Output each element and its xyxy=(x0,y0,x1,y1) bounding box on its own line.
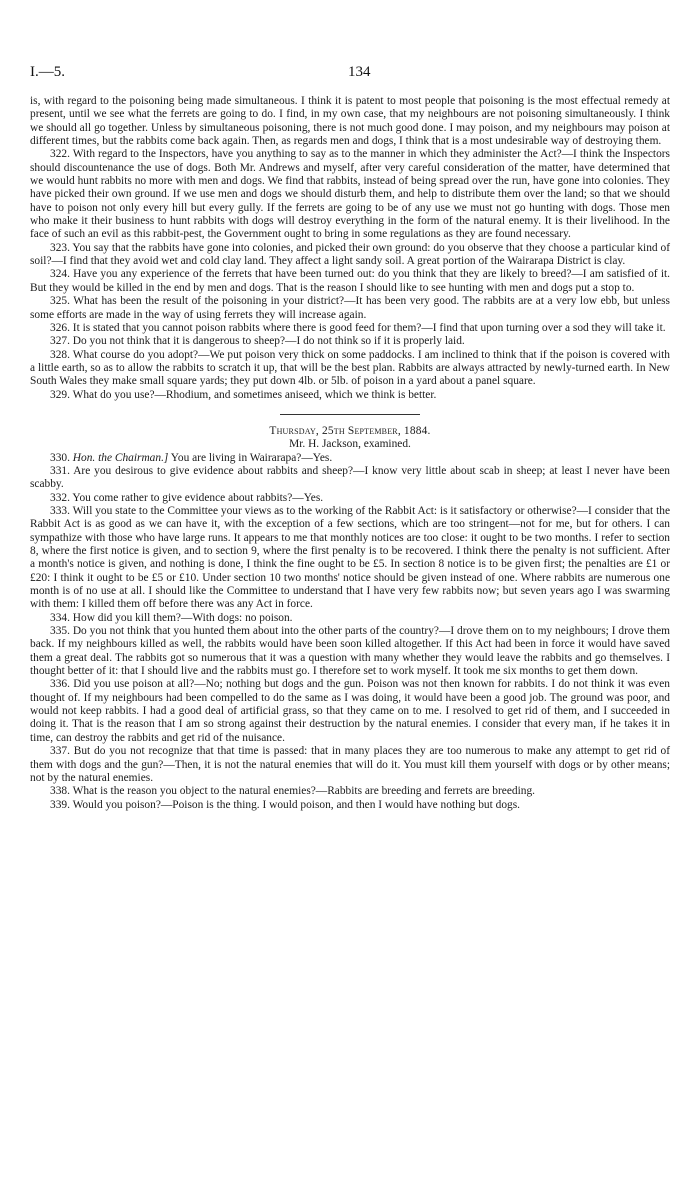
paragraph-338: 338. What is the reason you object to the natural enemies?—Rabbits are breeding and ferrets are breeding. xyxy=(50,785,535,798)
paragraph-329: 329. What do you use?—Rhodium, and sometimes aniseed, which we think is better. xyxy=(50,388,437,401)
session-date: Thursday, 25th September, 1884. xyxy=(269,424,431,437)
question-number: 330. xyxy=(50,451,70,464)
witness-heading: Mr. H. Jackson, examined. xyxy=(289,438,411,451)
paragraph-333: 333. Will you state to the Committee your views as to the working of the Rabbit Act: is it satisfactory or otherwise?—I consider that the Rabbit Act is as good as we can have it, with the exception of a few sections, which are too stringent—not for me, but for others. I can sympathize with those who have large runs. It appears to me that monthly notices are too close: it ought to be two months. I refer to section 8, where the first notice is given, and to section 9, where the first penalty is to be recovered. I think there the penalty is not sufficient. After a month's notice is given, and nothing is done, I think the fine ought to be £5. In section 8 notice is to be given first; the penalties are £1 or £20: I think it ought to be £5 or £10. Under section 10 two months' notice should be given instead of one. Where rabbits are numerous one month is of no use at all. I should like the Committee to understand that I have very few rabbits now; but seven years ago I was swarming with them: I killed them off before there was any Act in force. xyxy=(30,504,670,611)
paragraph-325: 325. What has been the result of the poisoning in your district?—It has been very good. The rabbits are at a very low ebb, but unless some efforts are made in the way of using ferrets they will increase again. xyxy=(30,295,670,321)
paragraph-324: 324. Have you any experience of the ferrets that have been turned out: do you think that they are likely to breed?—I am satisfied of it. But they would be killed in the end by men and dogs. That is the reason I should like to see hunting with men and dogs put a stop to. xyxy=(30,268,670,294)
paragraph-326: 326. It is stated that you cannot poison rabbits where there is good feed for them?—I find that upon turning over a sod they will take it. xyxy=(50,321,666,334)
paragraph: is, with regard to the poisoning being made simultaneous. I think it is patent to most people that poisoning is the most effectual remedy at present, until we see what the ferrets are going to do. I find, in my own case, that my neighbours are not poisoning simultaneously. I think we should all go together. Unless by simultaneous poisoning, there is not much good done. I may poison, and my neighbours may poison at different times, but the rabbits come back again. Then, as regards men and dogs, I think that is a most undesirable way of destroying them. xyxy=(30,95,670,148)
paragraph-336: 336. Did you use poison at all?—No; nothing but dogs and the gun. Poison was not then known for rabbits. I do not think it was even thought of. If my neighbours had been compelled to do the same as I was doing, it would have been a good job. The ground was poor, and would not keep rabbits. I had a good deal of artificial grass, so that they came on to me. I resolved to get rid of them, and I succeeded in doing it. That is the reason that I am so strong against their destruction by the natural enemies. I consider that every man, if he takes it in time, can destroy the rabbits and get rid of the nuisance. xyxy=(30,678,670,744)
paragraph-335: 335. Do you not think that you hunted them about into the other parts of the country?—I drove them on to my neighbours; I drove them back. If my neighbours killed as well, the rabbits would have been soon killed altogether. If this Act had been in force it would have saved them a great deal. The rabbits got so numerous that it was a question with many whether they would leave the rabbits and go themselves. I thought better of it: that I should live and the rabbits must go. I therefore set to work myself. It took me six months to get them down. xyxy=(30,625,670,678)
paragraph-331: 331. Are you desirous to give evidence about rabbits and sheep?—I know very little about scab in sheep; at least I never have been scabby. xyxy=(30,464,670,491)
paragraph-339: 339. Would you poison?—Poison is the thing. I would poison, and then I would have nothing but dogs. xyxy=(50,798,520,811)
document-body xyxy=(30,95,670,812)
paragraph-337: 337. But do you not recognize that that time is passed: that in many places they are too numerous to make any attempt to get rid of them with dogs and the gun?—Then, it is not the natural enemies that will do it. You must kill them yourself with dogs or by other means; not by the natural enemies. xyxy=(30,745,670,784)
paragraph-334: 334. How did you kill them?—With dogs: no poison. xyxy=(50,611,293,624)
paragraph-330 xyxy=(30,452,670,465)
paragraph-327: 327. Do you not think that it is dangerous to sheep?—I do not think so if it is properly laid. xyxy=(50,335,465,348)
page-number: 134 xyxy=(348,64,371,80)
section-reference: I.—5. xyxy=(30,64,65,80)
paragraph-323: 323. You say that the rabbits have gone into colonies, and picked their own ground: do you observe that they choose a particular kind of soil?—I find that they avoid wet and cold clay land. They affect a light sandy soil. A great portion of the Wairarapa District is clay. xyxy=(30,241,670,268)
paragraph-328: 328. What course do you adopt?—We put poison very thick on some paddocks. I am inclined to think that if the poison is covered with a little earth, so as to allow the rabbits to scratch it up, that will be the best plan. Rabbits are always attracted by newly-turned earth. In New South Wales they make small square yards; they put down 4lb. or 5lb. of poison in a yard about a panel square. xyxy=(30,348,670,388)
section-divider xyxy=(280,414,420,415)
question-text: You are living in Wairarapa?—Yes. xyxy=(168,451,333,464)
speaker-label: Hon. the Chairman.] xyxy=(72,451,169,464)
page-header xyxy=(30,64,670,84)
paragraph-322: 322. With regard to the Inspectors, have you anything to say as to the manner in which they administer the Act?—I think the Inspectors should discountenance the use of dogs. Both Mr. Andrews and myself, after very careful consideration of the matter, have determined that we would hunt rabbits no more with men and dogs. We find that rabbits, instead of being spread over the run, have gone into colonies. They have picked their own ground. If we use men and dogs we should disturb them, and help to distribute them over the land; so that we should have to poison not only every hill but every gully. If the ferrets are going to be of any use we must not go hunting with dogs. Those men who make it their business to hunt rabbits with dogs will destroy everything in the form of the natural enemy. It is their livelihood. In the face of such an evil as this rabbit-pest, the Government ought to bring in some regulations as they are found necessary. xyxy=(30,148,670,241)
paragraph-332: 332. You come rather to give evidence about rabbits?—Yes. xyxy=(50,491,324,504)
